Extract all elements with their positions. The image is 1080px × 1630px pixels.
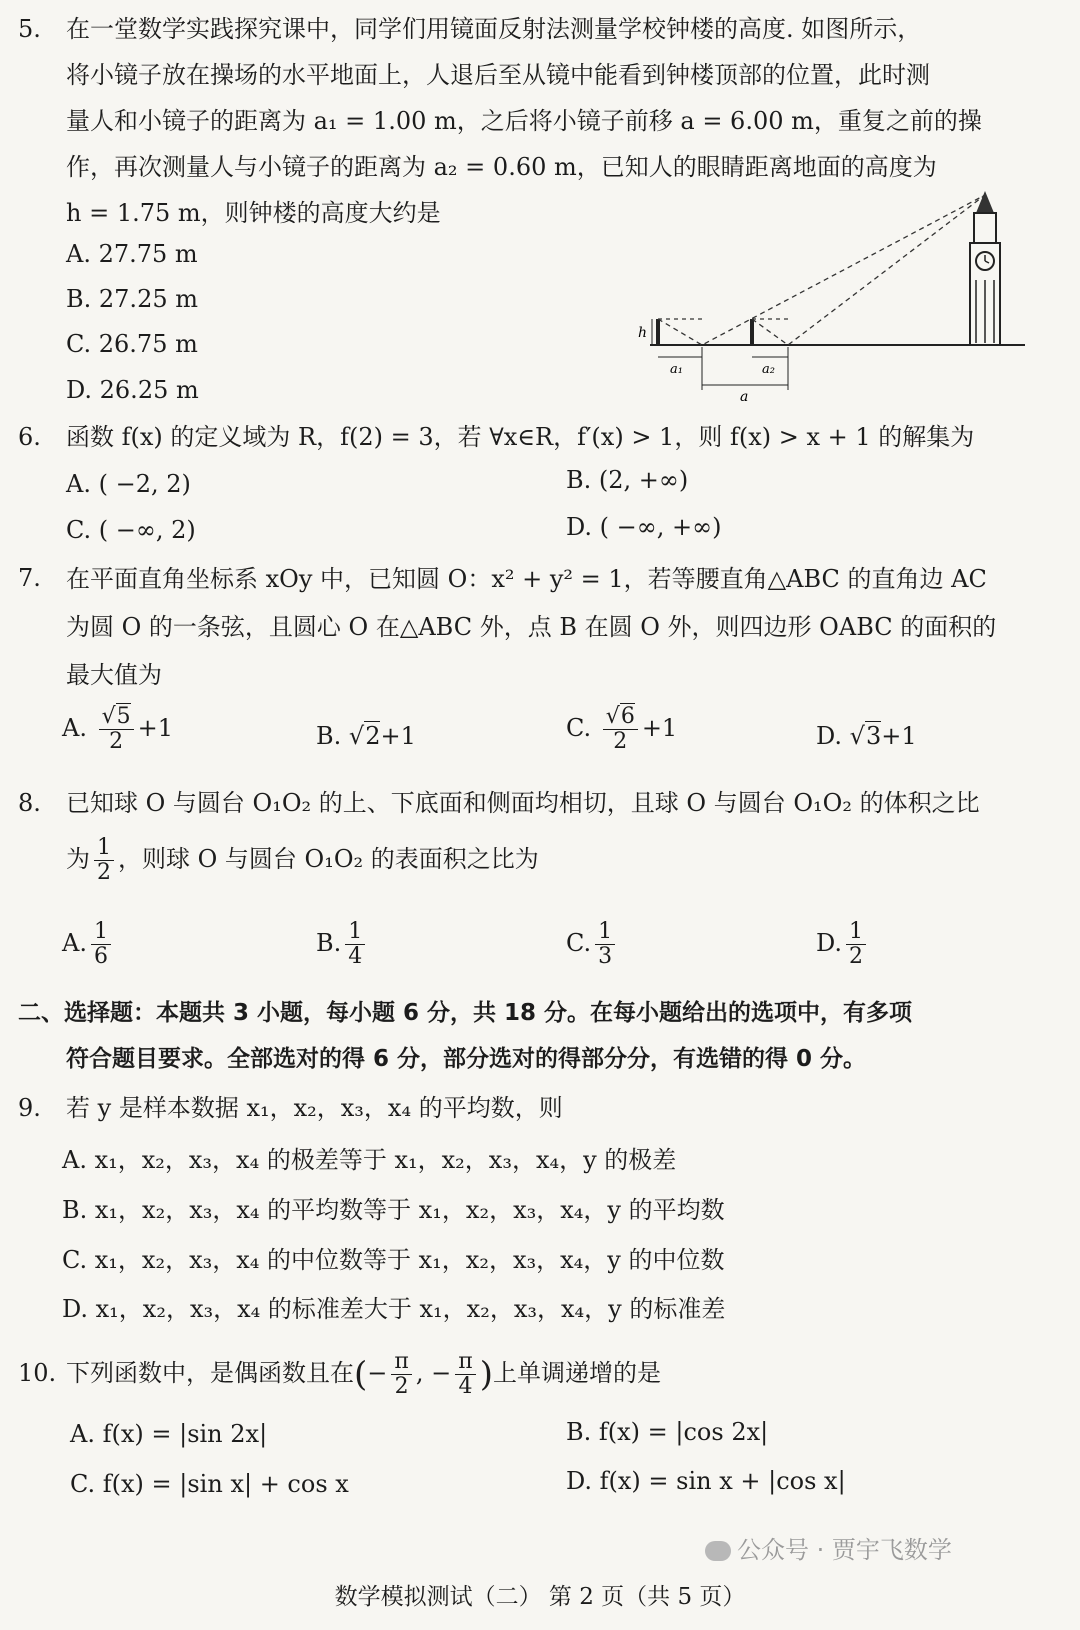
option-b: B. x₁，x₂，x₃，x₄ 的平均数等于 x₁，x₂，x₃，x₄，y 的平均数 — [62, 1196, 725, 1224]
question-text: 下列函数中，是偶函数且在(− $\frac{\pi}{2}$ , − $\frac{\pi}{4}$ )上单调递增的是 — [66, 1349, 661, 1400]
label-h: h — [638, 325, 648, 341]
option-b: B. √2+1 — [316, 722, 416, 750]
question-text-line: 在平面直角坐标系 xOy 中，已知圆 O：x² + y² = 1，若等腰直角△ABC 的直角边 AC — [66, 565, 987, 593]
question-text-line: h = 1.75 m，则钟楼的高度大约是 — [66, 199, 441, 227]
option-a: A. f(x) = |sin 2x| — [70, 1420, 268, 1448]
option-c: C. $\frac{1}{3}$ — [566, 920, 619, 969]
option-d: D. √3+1 — [816, 722, 917, 750]
question-7 — [18, 555, 1068, 699]
option-a: A. $\frac{√5}{2}$ +1 — [62, 704, 174, 755]
label-a: a — [740, 389, 749, 405]
option-b: B. (2, +∞) — [566, 466, 689, 494]
option-d: D. x₁，x₂，x₃，x₄ 的标准差大于 x₁，x₂，x₃，x₄，y 的标准差 — [62, 1295, 726, 1323]
question-number: 9. — [18, 1094, 41, 1122]
ray-2 — [752, 195, 985, 345]
question-text: 函数 f(x) 的定义域为 R，f(2) = 3，若 ∀x∈R，f′(x) > 1，则 f(x) > x + 1 的解集为 — [66, 423, 975, 451]
clock-tower — [970, 191, 1000, 345]
option-a: A. x₁，x₂，x₃，x₄ 的极差等于 x₁，x₂，x₃，x₄，y 的极差 — [62, 1146, 677, 1174]
question-8 — [18, 780, 1068, 885]
question-text: 若 y 是样本数据 x₁，x₂，x₃，x₄ 的平均数，则 — [66, 1094, 563, 1122]
page-footer: 数学模拟测试（二） 第 2 页（共 5 页） — [334, 1584, 746, 1610]
question-text-line: 为 $\frac{1}{2}$ ，则球 O 与圆台 O₁O₂ 的表面积之比为 — [66, 835, 539, 886]
question-6 — [18, 414, 1068, 460]
option-d: D. ( −∞, +∞) — [566, 513, 722, 541]
section-header-line: 二、选择题：本题共 3 小题，每小题 6 分，共 18 分。在每小题给出的选项中，有多项 — [18, 1000, 913, 1026]
option-c: C. ( −∞, 2) — [66, 516, 196, 544]
option-a: A. 27.75 m — [66, 240, 198, 268]
question-text-line: 最大值为 — [66, 661, 162, 689]
watermark: 公众号 · 贾宇飞数学 — [705, 1530, 952, 1565]
label-a2: a₂ — [762, 362, 775, 377]
question-number: 5. — [18, 15, 41, 43]
question-text-line: 已知球 O 与圆台 O₁O₂ 的上、下底面和侧面均相切，且球 O 与圆台 O₁O₂ 的体积之比 — [66, 789, 980, 817]
section-header — [18, 990, 1068, 1082]
question-number: 10. — [18, 1359, 57, 1387]
option-c: C. x₁，x₂，x₃，x₄ 的中位数等于 x₁，x₂，x₃，x₄，y 的中位数 — [62, 1246, 725, 1274]
question-number: 8. — [18, 789, 41, 817]
option-c: C. f(x) = |sin x| + cos x — [70, 1470, 349, 1498]
question-number: 6. — [18, 423, 41, 451]
question-9 — [18, 1085, 1068, 1131]
option-a: A. ( −2, 2) — [66, 470, 191, 498]
option-b: B. 27.25 m — [66, 285, 198, 313]
question-text-line: 作，再次测量人与小镜子的距离为 a₂ = 0.60 m，已知人的眼睛距离地面的高度为 — [66, 153, 937, 181]
clock-tower-figure — [630, 185, 1030, 405]
question-text-line: 将小镜子放在操场的水平地面上，人退后至从镜中能看到钟楼顶部的位置，此时测 — [66, 61, 930, 89]
option-c: C. 26.75 m — [66, 330, 198, 358]
question-10 — [18, 1350, 1068, 1399]
wechat-icon — [705, 1541, 731, 1561]
question-text-line: 量人和小镜子的距离为 a₁ = 1.00 m，之后将小镜子前移 a = 6.00 m，重复之前的操 — [66, 107, 982, 135]
option-d: D. 26.25 m — [66, 376, 199, 404]
option-a: A. $\frac{1}{6}$ — [62, 920, 115, 969]
section-header-line: 符合题目要求。全部选对的得 6 分，部分选对的得部分分，有选错的得 0 分。 — [66, 1046, 867, 1072]
option-c: C. $\frac{√6}{2}$ +1 — [566, 704, 678, 755]
ray-1 — [658, 195, 985, 345]
question-text-line: 为圆 O 的一条弦，且圆心 O 在△ABC 外，点 B 在圆 O 外，则四边形 OABC 的面积的 — [66, 613, 997, 641]
option-b: B. $\frac{1}{4}$ — [316, 920, 369, 969]
option-d: D. $\frac{1}{2}$ — [816, 920, 870, 969]
label-a1: a₁ — [670, 362, 683, 377]
question-number: 7. — [18, 564, 41, 592]
option-b: B. f(x) = |cos 2x| — [566, 1418, 769, 1446]
option-d: D. f(x) = sin x + |cos x| — [566, 1467, 846, 1495]
question-text-line: 在一堂数学实践探究课中，同学们用镜面反射法测量学校钟楼的高度. 如图所示， — [66, 15, 922, 43]
